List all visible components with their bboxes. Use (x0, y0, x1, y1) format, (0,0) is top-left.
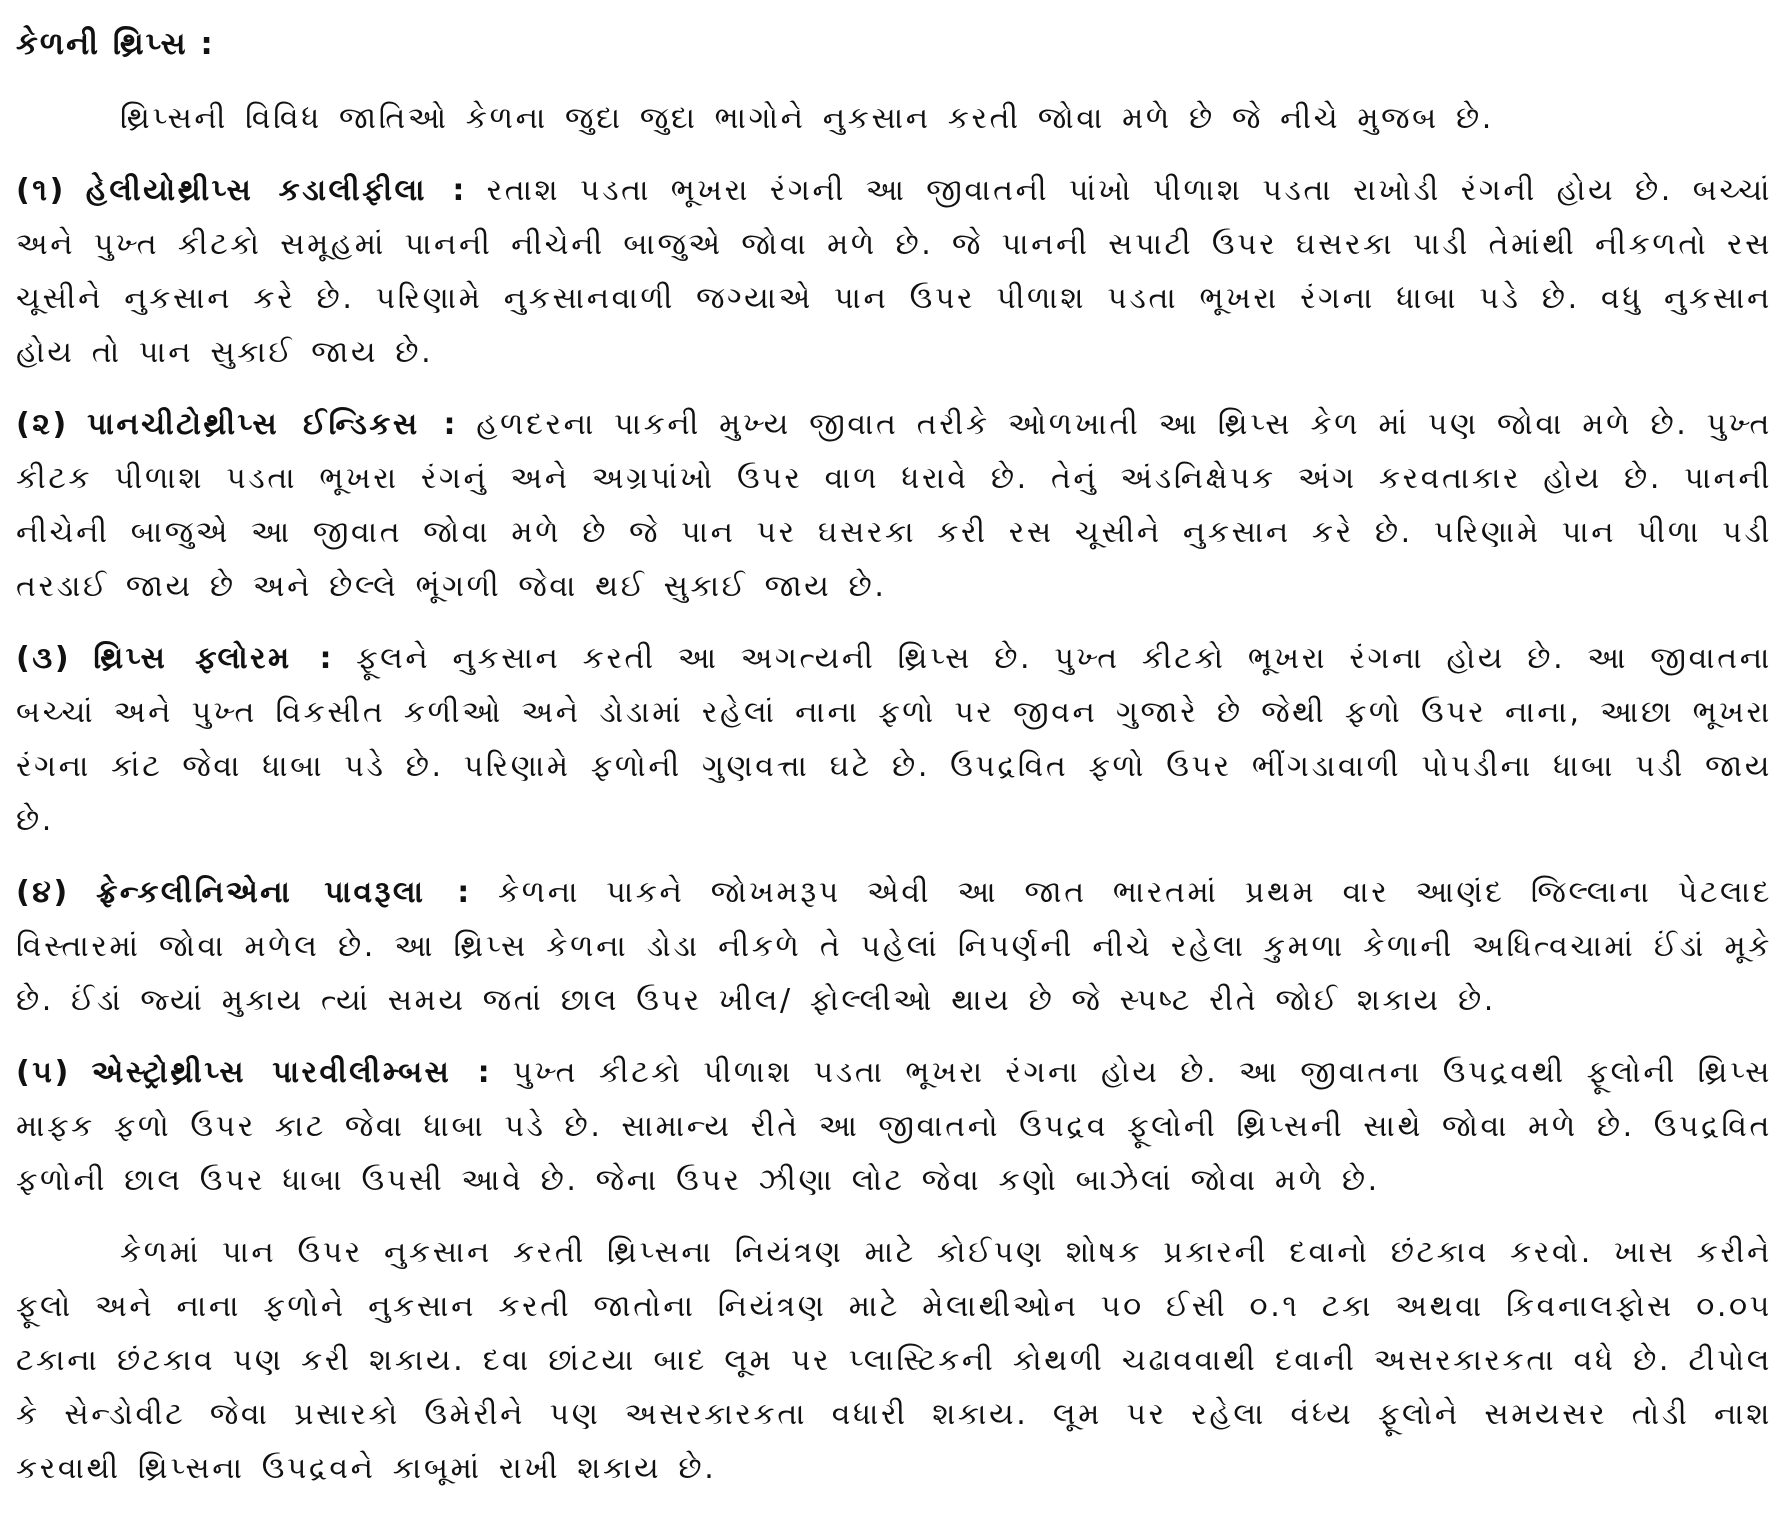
item-number: (૨) (16, 407, 69, 442)
item-paragraph-4 (16, 866, 1772, 1028)
item-paragraph-5 (16, 1046, 1772, 1208)
item-text: કેળના પાકને જોખમરૂપ એવી આ જાત ભારતમાં પ્રથમ વાર આણંદ જિલ્લાના પેટલાદ વિસ્તારમાં જોવા મળેલ છે. આ થ્રિપ્સ કેળના ડોડા નીકળે તે પહેલાં નિપર્ણની નીચે રહેલા કુમળા કેળાની અધિત્વચામાં ઈંડાં મૂકે છે. ઈંડાં જ્યાં મુકાય ત્યાં સમય જતાં છાલ ઉપર ખીલ/ ફોલ્લીઓ થાય છે જે સ્પષ્ટ રીતે જોઈ શકાય છે. (16, 875, 1773, 1018)
item-number: (૧) (16, 173, 66, 208)
section-heading: કેળની થ્રિપ્સ : (16, 26, 215, 62)
item-text: પુખ્ત કીટકો પીળાશ પડતા ભૂખરા રંગના હોય છે. આ જીવાતના ઉપદ્રવથી ફૂલોની થ્રિપ્સ માફક ફળો ઉપર કાટ જેવા ધાબા પડે છે. સામાન્ય રીતે આ જીવાતનો ઉપદ્રવ ફૂલોની થ્રિપ્સની સાથે જોવા મળે છે. ઉપદ્રવિત ફળોની છાલ ઉપર ધાબા ઉપસી આવે છે. જેના ઉપર ઝીણા લોટ જેવા કણો બાઝેલાં જોવા મળે છે. (16, 1055, 1772, 1198)
item-title: પાનચીટોથ્રીપ્સ ઈન્ડિકસ : (87, 407, 458, 442)
intro-paragraph: થ્રિપ્સની વિવિધ જાતિઓ કેળના જુદા જુદા ભાગોને નુકસાન કરતી જોવા મળે છે જે નીચે મુજબ છે. (120, 101, 1494, 136)
item-text: ફૂલને નુકસાન કરતી આ અગત્યની થ્રિપ્સ છે. પુખ્ત કીટકો ભૂખરા રંગના હોય છે. આ જીવાતના બચ્ચાં અને પુખ્ત વિકસીત કળીઓ અને ડોડામાં રહેલાં નાના ફળો પર જીવન ગુજારે છે જેથી ફળો ઉપર નાના, આછા ભૂખરા રંગના કાંટ જેવા ધાબા પડે છે. પરિણામે ફળોની ગુણવત્તા ઘટે છે. ઉપદ્રવિત ફળો ઉપર ભીંગડાવાળી પોપડીના ધાબા પડી જાય છે. (16, 641, 1772, 838)
item-title: એસ્ટ્રોથ્રીપ્સ પારવીલીમ્બસ : (91, 1055, 493, 1090)
item-text: રતાશ પડતા ભૂખરા રંગની આ જીવાતની પાંખો પીળાશ પડતા રાખોડી રંગની હોય છે. બચ્ચાં અને પુખ્ત કીટકો સમૂહમાં પાનની નીચેની બાજુએ જોવા મળે છે. જે પાનની સપાટી ઉપર ઘસરકા પાડી તેમાંથી નીકળતો રસ ચૂસીને નુકસાન કરે છે. પરિણામે નુકસાનવાળી જગ્યાએ પાન ઉપર પીળાશ પડતા ભૂખરા રંગના ધાબા પડે છે. વધુ નુકસાન હોય તો પાન સુકાઈ જાય છે. (16, 173, 1773, 370)
item-paragraph-3 (16, 632, 1772, 848)
conclusion-paragraph: કેળમાં પાન ઉપર નુકસાન કરતી થ્રિપ્સના નિયંત્રણ માટે કોઈપણ શોષક પ્રકારની દવાનો છંટકાવ કરવો. ખાસ કરીને ફૂલો અને નાના ફળોને નુકસાન કરતી જાતોના નિયંત્રણ માટે મેલાથીઓન ૫૦ ઈસી ૦.૧ ટકા અથવા કિવનાલફોસ ૦.૦૫ ટકાના છંટકાવ પણ કરી શકાય. દવા છાંટયા બાદ લૂમ પર પ્લાસ્ટિકની કોથળી ચઢાવવાથી દવાની અસરકારકતા વધે છે. ટીપોલ કે સેન્ડોવીટ જેવા પ્રસારકો ઉમેરીને પણ અસરકારકતા વધારી શકાય. લૂમ પર રહેલા વંધ્ય ફૂલોને સમયસર તોડી નાશ કરવાથી થ્રિપ્સના ઉપદ્રવને કાબૂમાં રાખી શકાય છે. (16, 1235, 1772, 1486)
item-text: હળદરના પાકની મુખ્ય જીવાત તરીકે ઓળખાતી આ થ્રિપ્સ કેળ માં પણ જોવા મળે છે. પુખ્ત કીટક પીળાશ પડતા ભૂખરા રંગનું અને અગ્રપાંખો ઉપર વાળ ધરાવે છે. તેનું અંડનિક્ષેપક અંગ કરવતાકાર હોય છે. પાનની નીચેની બાજુએ આ જીવાત જોવા મળે છે જે પાન પર ઘસરકા કરી રસ ચૂસીને નુકસાન કરે છે. પરિણામે પાન પીળા પડી તરડાઈ જાય છે અને છેલ્લે ભૂંગળી જેવા થઈ સુકાઈ જાય છે. (16, 407, 1773, 604)
item-paragraph-2 (16, 398, 1772, 614)
item-number: (૩) (16, 641, 72, 676)
item-title: થ્રિપ્સ ફ્લોરમ : (93, 641, 334, 676)
item-title: હેલીયોથ્રીપ્સ કડાલીફીલા : (85, 173, 467, 208)
item-paragraph-1 (16, 164, 1772, 380)
item-number: (૪) (16, 875, 70, 910)
document-page (16, 14, 1772, 1514)
item-title: ફ્રેન્કલીનિએના પાવરૂલા : (96, 875, 472, 910)
item-number: (૫) (16, 1055, 71, 1090)
